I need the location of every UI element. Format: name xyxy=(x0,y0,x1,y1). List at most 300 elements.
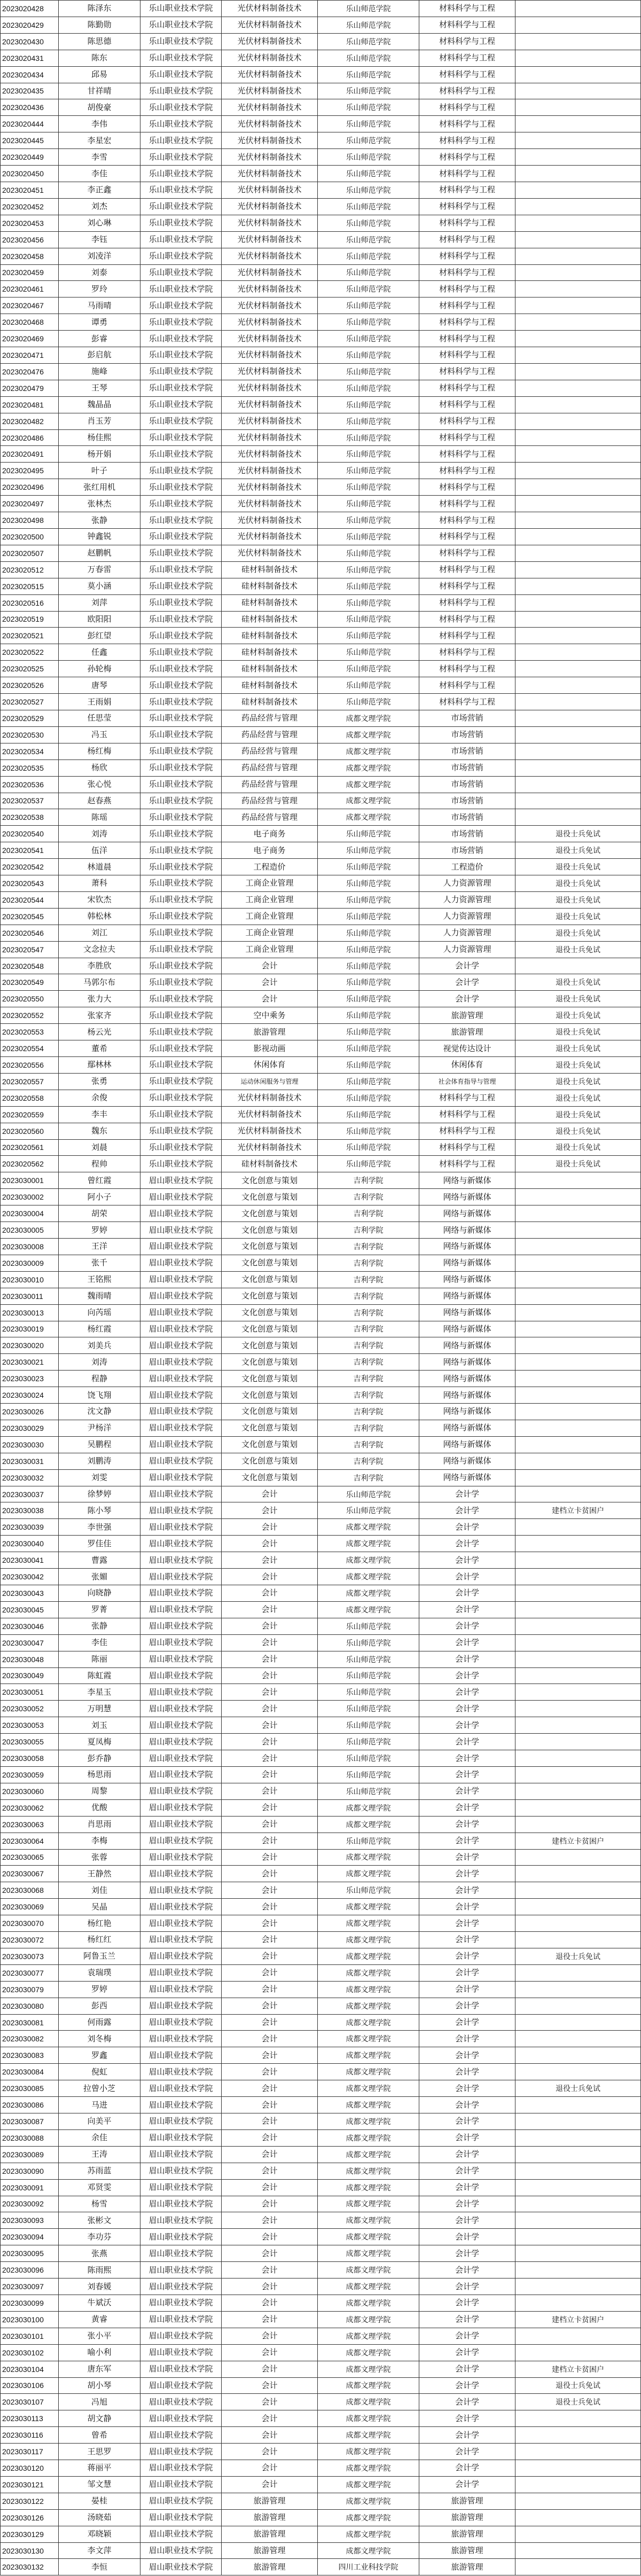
graduate-school-cell: 乐山职业技术学院 xyxy=(140,149,222,166)
junior-major-cell: 会计 xyxy=(222,1965,318,1982)
name-cell: 李世强 xyxy=(59,1519,140,1536)
name-cell: 张千 xyxy=(59,1255,140,1272)
remark-cell xyxy=(515,1602,641,1618)
graduate-school-cell: 眉山职业技术学院 xyxy=(140,1189,222,1205)
admitted-school-cell: 成都文理学院 xyxy=(318,2097,419,2113)
table-row xyxy=(0,1569,641,1585)
remark-cell xyxy=(515,2262,641,2279)
bachelor-major-cell: 会计学 xyxy=(419,1866,515,1882)
junior-major-cell: 文化创意与策划 xyxy=(222,1239,318,1255)
exam-id-cell: 2023030020 xyxy=(0,1337,59,1354)
remark-cell xyxy=(515,1552,641,1569)
bachelor-major-cell: 人力资源管理 xyxy=(419,875,515,892)
table-row xyxy=(0,1007,641,1024)
graduate-school-cell: 乐山职业技术学院 xyxy=(140,166,222,182)
admitted-school-cell: 吉利学院 xyxy=(318,1239,419,1255)
bachelor-major-cell: 会计学 xyxy=(419,1899,515,1915)
remark-cell xyxy=(515,1453,641,1470)
name-cell: 彭红望 xyxy=(59,628,140,644)
admitted-school-cell: 乐山师范学院 xyxy=(318,1007,419,1024)
exam-id-cell: 2023020429 xyxy=(0,17,59,34)
name-cell: 魏晶晶 xyxy=(59,397,140,413)
exam-id-cell: 2023020481 xyxy=(0,397,59,413)
exam-id-cell: 2023030092 xyxy=(0,2196,59,2213)
name-cell: 唐东军 xyxy=(59,2361,140,2378)
remark-cell xyxy=(515,67,641,83)
graduate-school-cell: 乐山职业技术学院 xyxy=(140,760,222,777)
graduate-school-cell: 乐山职业技术学院 xyxy=(140,644,222,661)
junior-major-cell: 会计 xyxy=(222,1948,318,1965)
junior-major-cell: 会计 xyxy=(222,1486,318,1503)
name-cell: 阿小子 xyxy=(59,1189,140,1205)
name-cell: 刘涛 xyxy=(59,1354,140,1371)
admitted-school-cell: 乐山师范学院 xyxy=(318,331,419,347)
admitted-school-cell: 成都文理学院 xyxy=(318,2410,419,2427)
exam-id-cell: 2023020561 xyxy=(0,1140,59,1156)
graduate-school-cell: 眉山职业技术学院 xyxy=(140,2064,222,2080)
exam-id-cell: 2023020558 xyxy=(0,1090,59,1107)
remark-cell xyxy=(515,545,641,562)
table-row xyxy=(0,1337,641,1354)
name-cell: 刘玉 xyxy=(59,1717,140,1734)
junior-major-cell: 光伏材料制备技术 xyxy=(222,166,318,182)
bachelor-major-cell: 会计学 xyxy=(419,2031,515,2047)
exam-id-cell: 2023030030 xyxy=(0,1437,59,1453)
graduate-school-cell: 眉山职业技术学院 xyxy=(140,2080,222,2097)
junior-major-cell: 光伏材料制备技术 xyxy=(222,430,318,447)
table-row xyxy=(0,265,641,281)
admitted-school-cell: 乐山师范学院 xyxy=(318,644,419,661)
table-row xyxy=(0,380,641,397)
name-cell: 罗婷 xyxy=(59,1222,140,1239)
table-row xyxy=(0,512,641,529)
graduate-school-cell: 乐山职业技术学院 xyxy=(140,974,222,991)
bachelor-major-cell: 会计学 xyxy=(419,958,515,975)
remark-cell xyxy=(515,1899,641,1915)
table-row xyxy=(0,1486,641,1503)
admitted-school-cell: 乐山师范学院 xyxy=(318,265,419,281)
admitted-school-cell: 乐山师范学院 xyxy=(318,1,419,17)
table-row xyxy=(0,430,641,447)
exam-id-cell: 2023020515 xyxy=(0,578,59,595)
junior-major-cell: 文化创意与策划 xyxy=(222,1437,318,1453)
junior-major-cell: 光伏材料制备技术 xyxy=(222,132,318,149)
graduate-school-cell: 乐山职业技术学院 xyxy=(140,199,222,215)
admitted-school-cell: 乐山师范学院 xyxy=(318,297,419,314)
bachelor-major-cell: 材料科学与工程 xyxy=(419,166,515,182)
admitted-school-cell: 吉利学院 xyxy=(318,1255,419,1272)
table-row xyxy=(0,727,641,743)
remark-cell xyxy=(515,1734,641,1750)
graduate-school-cell: 眉山职业技术学院 xyxy=(140,1684,222,1701)
bachelor-major-cell: 市场营销 xyxy=(419,710,515,727)
exam-id-cell: 2023030005 xyxy=(0,1222,59,1239)
junior-major-cell: 会计 xyxy=(222,2015,318,2031)
name-cell: 邓晓颖 xyxy=(59,2526,140,2543)
table-row xyxy=(0,347,641,364)
junior-major-cell: 文化创意与策划 xyxy=(222,1255,318,1272)
name-cell: 邱易 xyxy=(59,67,140,83)
junior-major-cell: 会计 xyxy=(222,1833,318,1850)
graduate-school-cell: 眉山职业技术学院 xyxy=(140,1965,222,1982)
table-row xyxy=(0,760,641,777)
exam-id-cell: 2023030073 xyxy=(0,1948,59,1965)
name-cell: 罗鑫 xyxy=(59,2047,140,2064)
junior-major-cell: 会计 xyxy=(222,2196,318,2213)
junior-major-cell: 光伏材料制备技术 xyxy=(222,512,318,529)
graduate-school-cell: 眉山职业技术学院 xyxy=(140,1882,222,1899)
exam-id-cell: 2023020459 xyxy=(0,265,59,281)
junior-major-cell: 硅材料制备技术 xyxy=(222,595,318,612)
admitted-school-cell: 成都文理学院 xyxy=(318,2378,419,2394)
exam-id-cell: 2023020545 xyxy=(0,909,59,925)
exam-id-cell: 2023030094 xyxy=(0,2229,59,2245)
table-row xyxy=(0,1882,641,1899)
table-row xyxy=(0,1074,641,1090)
name-cell: 刘凌洋 xyxy=(59,248,140,265)
junior-major-cell: 影视动画 xyxy=(222,1040,318,1057)
bachelor-major-cell: 市场营销 xyxy=(419,826,515,842)
graduate-school-cell: 乐山职业技术学院 xyxy=(140,67,222,83)
admitted-school-cell: 乐山师范学院 xyxy=(318,826,419,842)
exam-id-cell: 2023030053 xyxy=(0,1717,59,1734)
exam-id-cell: 2023030004 xyxy=(0,1205,59,1222)
graduate-school-cell: 眉山职业技术学院 xyxy=(140,1701,222,1717)
graduate-school-cell: 乐山职业技术学院 xyxy=(140,859,222,875)
bachelor-major-cell: 会计学 xyxy=(419,1783,515,1800)
graduate-school-cell: 眉山职业技术学院 xyxy=(140,1783,222,1800)
table-row xyxy=(0,578,641,595)
name-cell: 张彬文 xyxy=(59,2212,140,2229)
junior-major-cell: 会计 xyxy=(222,2410,318,2427)
table-row xyxy=(0,644,641,661)
junior-major-cell: 药品经营与管理 xyxy=(222,809,318,826)
exam-id-cell: 2023030021 xyxy=(0,1354,59,1371)
admitted-school-cell: 成都文理学院 xyxy=(318,2510,419,2526)
exam-id-cell: 2023030048 xyxy=(0,1651,59,1668)
bachelor-major-cell: 会计学 xyxy=(419,2295,515,2312)
junior-major-cell: 硅材料制备技术 xyxy=(222,1156,318,1172)
exam-id-cell: 2023020495 xyxy=(0,463,59,479)
graduate-school-cell: 乐山职业技术学院 xyxy=(140,595,222,612)
remark-cell xyxy=(515,2097,641,2113)
graduate-school-cell: 眉山职业技术学院 xyxy=(140,2212,222,2229)
graduate-school-cell: 乐山职业技术学院 xyxy=(140,942,222,958)
name-cell: 陈丽 xyxy=(59,1651,140,1668)
admitted-school-cell: 吉利学院 xyxy=(318,1321,419,1338)
graduate-school-cell: 眉山职业技术学院 xyxy=(140,2394,222,2410)
table-row xyxy=(0,2229,641,2245)
name-cell: 张力大 xyxy=(59,991,140,1007)
bachelor-major-cell: 市场营销 xyxy=(419,743,515,760)
name-cell: 李丰 xyxy=(59,1107,140,1123)
bachelor-major-cell: 会计学 xyxy=(419,1552,515,1569)
name-cell: 胡小琴 xyxy=(59,2378,140,2394)
exam-id-cell: 2023030013 xyxy=(0,1305,59,1321)
table-row xyxy=(0,777,641,793)
bachelor-major-cell: 市场营销 xyxy=(419,842,515,859)
junior-major-cell: 文化创意与策划 xyxy=(222,1321,318,1338)
bachelor-major-cell: 会计学 xyxy=(419,974,515,991)
bachelor-major-cell: 市场营销 xyxy=(419,760,515,777)
table-row xyxy=(0,1965,641,1982)
junior-major-cell: 会计 xyxy=(222,2378,318,2394)
name-cell: 杨红梅 xyxy=(59,743,140,760)
junior-major-cell: 硅材料制备技术 xyxy=(222,677,318,694)
exam-id-cell: 2023030122 xyxy=(0,2493,59,2510)
remark-cell xyxy=(515,2047,641,2064)
graduate-school-cell: 乐山职业技术学院 xyxy=(140,826,222,842)
bachelor-major-cell: 网络与新媒体 xyxy=(419,1255,515,1272)
bachelor-major-cell: 材料科学与工程 xyxy=(419,397,515,413)
junior-major-cell: 会计 xyxy=(222,1866,318,1882)
table-row xyxy=(0,182,641,199)
admitted-school-cell: 乐山师范学院 xyxy=(318,1074,419,1090)
exam-id-cell: 2023020436 xyxy=(0,99,59,116)
remark-cell xyxy=(515,1767,641,1783)
name-cell: 刘美兵 xyxy=(59,1337,140,1354)
name-cell: 夏凤梅 xyxy=(59,1734,140,1750)
name-cell: 张心悦 xyxy=(59,777,140,793)
exam-id-cell: 2023030055 xyxy=(0,1734,59,1750)
graduate-school-cell: 乐山职业技术学院 xyxy=(140,463,222,479)
name-cell: 张林杰 xyxy=(59,496,140,512)
admitted-school-cell: 乐山师范学院 xyxy=(318,17,419,34)
remark-cell xyxy=(515,661,641,677)
graduate-school-cell: 眉山职业技术学院 xyxy=(140,2378,222,2394)
bachelor-major-cell: 材料科学与工程 xyxy=(419,595,515,612)
bachelor-major-cell: 会计学 xyxy=(419,2047,515,2064)
admitted-school-cell: 吉利学院 xyxy=(318,1387,419,1404)
bachelor-major-cell: 材料科学与工程 xyxy=(419,215,515,232)
name-cell: 张静 xyxy=(59,1618,140,1635)
junior-major-cell: 会计 xyxy=(222,1816,318,1833)
graduate-school-cell: 乐山职业技术学院 xyxy=(140,612,222,628)
remark-cell xyxy=(515,1998,641,2015)
bachelor-major-cell: 材料科学与工程 xyxy=(419,116,515,132)
name-cell: 叶子 xyxy=(59,463,140,479)
exam-id-cell: 2023030052 xyxy=(0,1701,59,1717)
exam-id-cell: 2023030099 xyxy=(0,2295,59,2312)
bachelor-major-cell: 会计学 xyxy=(419,2015,515,2031)
name-cell: 李功芬 xyxy=(59,2229,140,2245)
junior-major-cell: 旅游管理 xyxy=(222,2526,318,2543)
name-cell: 刘心琳 xyxy=(59,215,140,232)
bachelor-major-cell: 会计学 xyxy=(419,2064,515,2080)
name-cell: 汤晓茹 xyxy=(59,2510,140,2526)
junior-major-cell: 会计 xyxy=(222,1767,318,1783)
table-row xyxy=(0,2510,641,2526)
table-row xyxy=(0,99,641,116)
junior-major-cell: 会计 xyxy=(222,1569,318,1585)
table-row xyxy=(0,2559,641,2575)
graduate-school-cell: 眉山职业技术学院 xyxy=(140,2196,222,2213)
junior-major-cell: 会计 xyxy=(222,2460,318,2477)
bachelor-major-cell: 旅游管理 xyxy=(419,1007,515,1024)
graduate-school-cell: 乐山职业技术学院 xyxy=(140,314,222,331)
name-cell: 陈勤勋 xyxy=(59,17,140,34)
exam-id-cell: 2023030086 xyxy=(0,2097,59,2113)
graduate-school-cell: 眉山职业技术学院 xyxy=(140,2361,222,2378)
graduate-school-cell: 乐山职业技术学院 xyxy=(140,529,222,545)
table-row xyxy=(0,661,641,677)
junior-major-cell: 会计 xyxy=(222,974,318,991)
junior-major-cell: 药品经营与管理 xyxy=(222,710,318,727)
exam-id-cell: 2023030107 xyxy=(0,2394,59,2410)
bachelor-major-cell: 会计学 xyxy=(419,1882,515,1899)
name-cell: 李胜欣 xyxy=(59,958,140,975)
name-cell: 尹杨洋 xyxy=(59,1420,140,1437)
name-cell: 王琴 xyxy=(59,380,140,397)
admitted-school-cell: 乐山师范学院 xyxy=(318,496,419,512)
junior-major-cell: 光伏材料制备技术 xyxy=(222,545,318,562)
bachelor-major-cell: 人力资源管理 xyxy=(419,925,515,942)
junior-major-cell: 药品经营与管理 xyxy=(222,760,318,777)
bachelor-major-cell: 材料科学与工程 xyxy=(419,297,515,314)
admitted-school-cell: 乐山师范学院 xyxy=(318,842,419,859)
remark-cell xyxy=(515,1783,641,1800)
admitted-school-cell: 成都文理学院 xyxy=(318,2196,419,2213)
exam-id-cell: 2023030081 xyxy=(0,2015,59,2031)
remark-cell xyxy=(515,2410,641,2427)
table-row xyxy=(0,1519,641,1536)
remark-cell: 建档立卡贫困户 xyxy=(515,2361,641,2378)
admitted-school-cell: 乐山师范学院 xyxy=(318,1486,419,1503)
bachelor-major-cell: 会计学 xyxy=(419,1502,515,1519)
graduate-school-cell: 乐山职业技术学院 xyxy=(140,297,222,314)
bachelor-major-cell: 材料科学与工程 xyxy=(419,265,515,281)
name-cell: 肖思雨 xyxy=(59,1816,140,1833)
table-row xyxy=(0,1057,641,1074)
table-row xyxy=(0,413,641,430)
remark-cell xyxy=(515,809,641,826)
graduate-school-cell: 眉山职业技术学院 xyxy=(140,1387,222,1404)
admitted-school-cell: 成都文理学院 xyxy=(318,710,419,727)
bachelor-major-cell: 会计学 xyxy=(419,2477,515,2493)
exam-id-cell: 2023020548 xyxy=(0,958,59,975)
admitted-school-cell: 成都文理学院 xyxy=(318,2015,419,2031)
remark-cell xyxy=(515,958,641,975)
exam-id-cell: 2023030047 xyxy=(0,1635,59,1651)
table-row xyxy=(0,314,641,331)
junior-major-cell: 会计 xyxy=(222,2163,318,2180)
graduate-school-cell: 眉山职业技术学院 xyxy=(140,2147,222,2163)
bachelor-major-cell: 材料科学与工程 xyxy=(419,628,515,644)
name-cell: 袁瑞璞 xyxy=(59,1965,140,1982)
bachelor-major-cell: 人力资源管理 xyxy=(419,909,515,925)
graduate-school-cell: 眉山职业技术学院 xyxy=(140,2312,222,2328)
graduate-school-cell: 乐山职业技术学院 xyxy=(140,99,222,116)
table-row xyxy=(0,1552,641,1569)
remark-cell xyxy=(515,1618,641,1635)
remark-cell xyxy=(515,2113,641,2130)
table-row xyxy=(0,331,641,347)
admitted-school-cell: 乐山师范学院 xyxy=(318,859,419,875)
graduate-school-cell: 眉山职业技术学院 xyxy=(140,2279,222,2295)
exam-id-cell: 2023020541 xyxy=(0,842,59,859)
graduate-school-cell: 乐山职业技术学院 xyxy=(140,958,222,975)
remark-cell: 退役士兵免试 xyxy=(515,2394,641,2410)
exam-id-cell: 2023020469 xyxy=(0,331,59,347)
name-cell: 吴晶 xyxy=(59,1899,140,1915)
bachelor-major-cell: 材料科学与工程 xyxy=(419,446,515,463)
bachelor-major-cell: 会计学 xyxy=(419,1602,515,1618)
bachelor-major-cell: 材料科学与工程 xyxy=(419,512,515,529)
name-cell: 刘雯 xyxy=(59,1470,140,1486)
junior-major-cell: 光伏材料制备技术 xyxy=(222,331,318,347)
bachelor-major-cell: 网络与新媒体 xyxy=(419,1205,515,1222)
bachelor-major-cell: 旅游管理 xyxy=(419,2526,515,2543)
exam-id-cell: 2023020461 xyxy=(0,281,59,297)
admitted-school-cell: 成都文理学院 xyxy=(318,1569,419,1585)
graduate-school-cell: 乐山职业技术学院 xyxy=(140,1074,222,1090)
name-cell: 曾红霞 xyxy=(59,1172,140,1189)
junior-major-cell: 工商企业管理 xyxy=(222,925,318,942)
junior-major-cell: 会计 xyxy=(222,958,318,975)
junior-major-cell: 光伏材料制备技术 xyxy=(222,446,318,463)
junior-major-cell: 光伏材料制备技术 xyxy=(222,265,318,281)
table-row xyxy=(0,1502,641,1519)
exam-id-cell: 2023020516 xyxy=(0,595,59,612)
name-cell: 万春雷 xyxy=(59,562,140,578)
table-row xyxy=(0,2493,641,2510)
bachelor-major-cell: 会计学 xyxy=(419,2196,515,2213)
admitted-school-cell: 成都文理学院 xyxy=(318,2147,419,2163)
admitted-school-cell: 成都文理学院 xyxy=(318,1982,419,1998)
table-row xyxy=(0,2444,641,2460)
admitted-school-cell: 乐山师范学院 xyxy=(318,199,419,215)
exam-id-cell: 2023020479 xyxy=(0,380,59,397)
name-cell: 晏桂 xyxy=(59,2493,140,2510)
remark-cell xyxy=(515,562,641,578)
remark-cell: 建档立卡贫困户 xyxy=(515,2312,641,2328)
admitted-school-cell: 成都文理学院 xyxy=(318,2361,419,2378)
name-cell: 张媚 xyxy=(59,1569,140,1585)
exam-id-cell: 2023020550 xyxy=(0,991,59,1007)
table-row xyxy=(0,809,641,826)
bachelor-major-cell: 材料科学与工程 xyxy=(419,430,515,447)
admitted-school-cell: 成都文理学院 xyxy=(318,2345,419,2361)
bachelor-major-cell: 会计学 xyxy=(419,1519,515,1536)
junior-major-cell: 光伏材料制备技术 xyxy=(222,149,318,166)
remark-cell xyxy=(515,1635,641,1651)
table-row xyxy=(0,925,641,942)
exam-id-cell: 2023030072 xyxy=(0,1932,59,1948)
graduate-school-cell: 眉山职业技术学院 xyxy=(140,2543,222,2559)
bachelor-major-cell: 会计学 xyxy=(419,2345,515,2361)
exam-id-cell: 2023030088 xyxy=(0,2130,59,2147)
table-row xyxy=(0,545,641,562)
exam-id-cell: 2023020458 xyxy=(0,248,59,265)
junior-major-cell: 光伏材料制备技术 xyxy=(222,67,318,83)
table-row xyxy=(0,199,641,215)
admitted-school-cell: 乐山师范学院 xyxy=(318,545,419,562)
admitted-school-cell: 成都文理学院 xyxy=(318,1948,419,1965)
bachelor-major-cell: 材料科学与工程 xyxy=(419,1090,515,1107)
table-row xyxy=(0,1783,641,1800)
table-row xyxy=(0,2526,641,2543)
bachelor-major-cell: 会计学 xyxy=(419,1569,515,1585)
remark-cell xyxy=(515,1321,641,1338)
exam-id-cell: 2023030085 xyxy=(0,2080,59,2097)
remark-cell xyxy=(515,2015,641,2031)
table-row xyxy=(0,297,641,314)
graduate-school-cell: 眉山职业技术学院 xyxy=(140,1305,222,1321)
bachelor-major-cell: 工程造价 xyxy=(419,859,515,875)
remark-cell: 退役士兵免试 xyxy=(515,2378,641,2394)
table-row xyxy=(0,562,641,578)
table-row xyxy=(0,34,641,50)
